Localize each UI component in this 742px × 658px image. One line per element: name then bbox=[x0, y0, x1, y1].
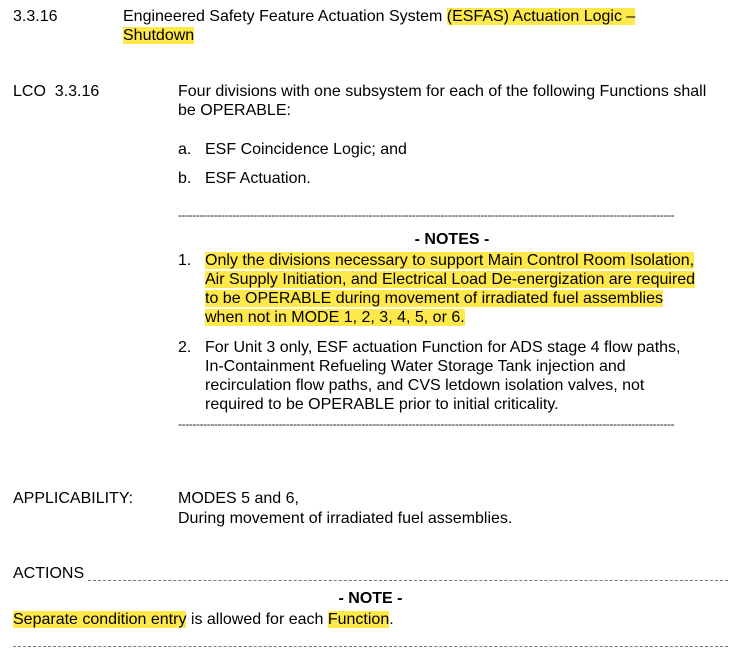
note-2-marker: 2. bbox=[178, 339, 192, 356]
lco-label: LCO 3.3.16 bbox=[13, 83, 100, 100]
actions-note-end: . bbox=[389, 611, 394, 628]
section-number: 3.3.16 bbox=[13, 8, 58, 25]
applicability-line-1: MODES 5 and 6, bbox=[178, 490, 299, 507]
section-title-highlight-2: Shutdown bbox=[123, 27, 195, 44]
lco-item-b-marker: b. bbox=[178, 170, 192, 187]
applicability-label: APPLICABILITY: bbox=[13, 490, 134, 507]
note-2-text bbox=[205, 338, 730, 414]
actions-note-mid: is allowed for each bbox=[186, 611, 328, 628]
lco-item-a-marker: a. bbox=[178, 141, 192, 158]
actions-note-text bbox=[13, 610, 728, 629]
note-2-line-3: recirculation flow paths, and CVS letdown isolation valves, not bbox=[205, 377, 645, 394]
actions-note-highlight-2: Function bbox=[327, 611, 390, 628]
note-2-line-1: For Unit 3 only, ESF actuation Function for ADS stage 4 flow paths, bbox=[205, 339, 681, 356]
note-1-line-2: Air Supply Initiation, and Electrical Load De-energization are required bbox=[205, 271, 696, 288]
note-2-line-4: required to be OPERABLE prior to initial criticality. bbox=[205, 396, 559, 413]
note-1-line-4: when not in MODE 1, 2, 3, 4, 5, or 6. bbox=[205, 309, 465, 326]
actions-label: ACTIONS bbox=[13, 565, 85, 582]
note-1-line-1: Only the divisions necessary to support Main Control Room Isolation, bbox=[205, 252, 695, 269]
section-title bbox=[123, 7, 723, 45]
section-title-plain: Engineered Safety Feature Actuation System bbox=[123, 8, 447, 25]
lco-item-b-text: ESF Actuation. bbox=[205, 170, 311, 187]
actions-note-highlight-1: Separate condition entry bbox=[13, 611, 187, 628]
note-2-line-2: In-Containment Refueling Water Storage Tank injection and bbox=[205, 358, 626, 375]
lco-text: Four divisions with one subsystem for each of the following Functions shall be OPERABLE: bbox=[178, 83, 707, 119]
applicability-line-2: During movement of irradiated fuel assemblies. bbox=[178, 510, 513, 527]
note-1-marker: 1. bbox=[178, 252, 192, 269]
notes-heading: - NOTES - bbox=[414, 231, 490, 248]
notes-bottom-divider: ------------------------------------------------------------------------------------------------------------------------------------------ bbox=[178, 418, 675, 430]
notes-top-divider: ------------------------------------------------------------------------------------------------------------------------------------------ bbox=[178, 209, 675, 221]
actions-note-heading: - NOTE - bbox=[338, 590, 403, 607]
section-title-highlight-1: (ESFAS) Actuation Logic – bbox=[446, 8, 636, 25]
note-1-text bbox=[205, 251, 730, 327]
lco-item-a-text: ESF Coincidence Logic; and bbox=[205, 141, 407, 158]
note-1-line-3: to be OPERABLE during movement of irradiated fuel assemblies bbox=[205, 290, 664, 307]
actions-bottom-divider bbox=[13, 646, 728, 647]
actions-divider bbox=[88, 580, 728, 581]
